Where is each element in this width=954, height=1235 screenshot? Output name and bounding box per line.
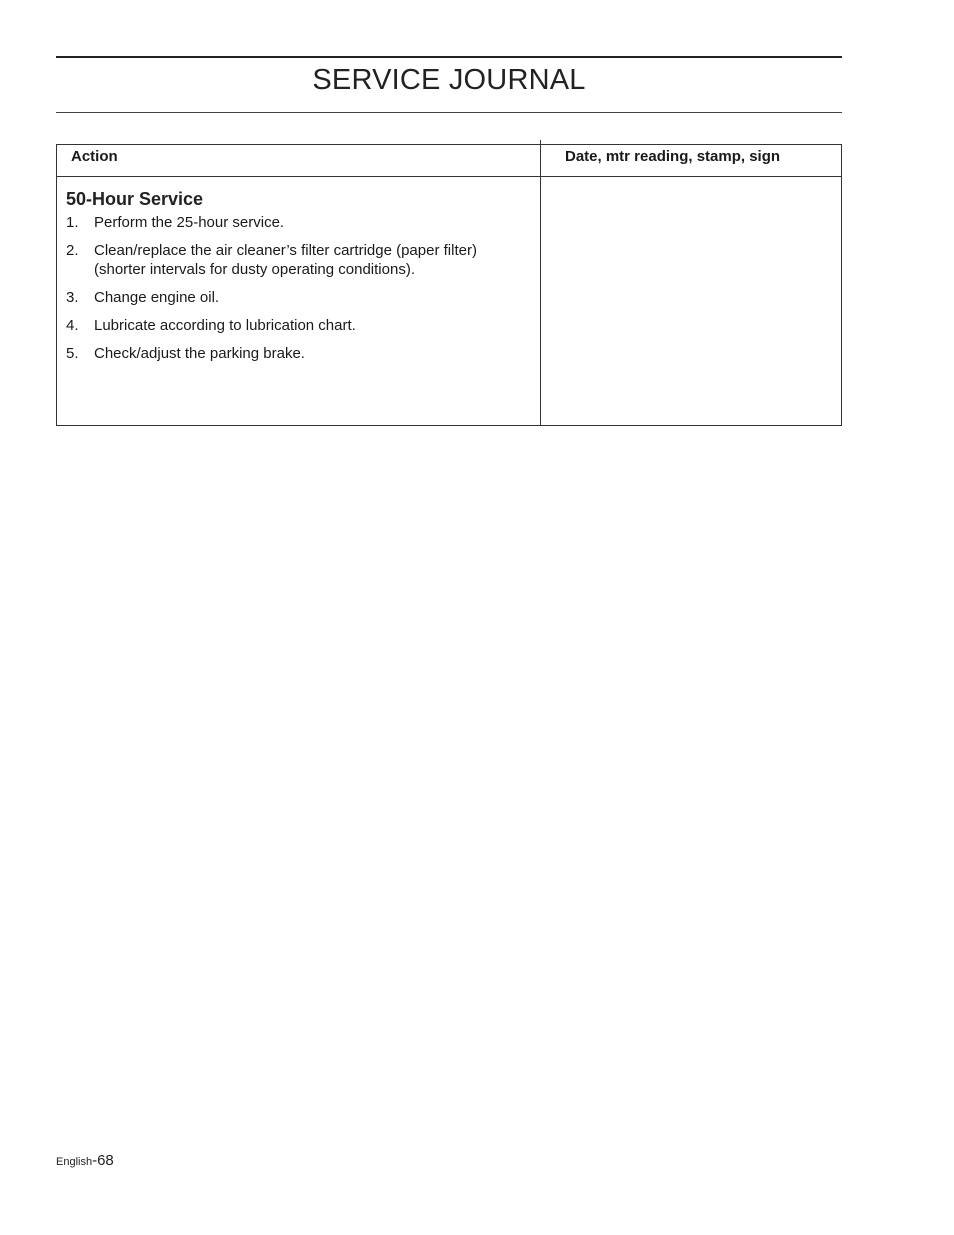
list-item bbox=[66, 316, 526, 335]
list-item bbox=[66, 213, 526, 232]
section-heading: 50-Hour Service bbox=[66, 189, 204, 209]
task-list bbox=[66, 213, 526, 372]
list-item bbox=[66, 241, 526, 279]
service-journal-table bbox=[56, 144, 842, 426]
list-item-text: Change engine oil. bbox=[94, 289, 220, 306]
title-top-rule bbox=[56, 56, 842, 58]
date-column-header: Date, mtr reading, stamp, sign bbox=[565, 148, 781, 165]
page-title: SERVICE JOURNAL bbox=[312, 64, 586, 96]
footer-language: English bbox=[56, 1156, 93, 1168]
list-item-text: Lubricate according to lubrication chart. bbox=[94, 317, 356, 334]
list-item bbox=[66, 344, 526, 363]
title-bottom-rule bbox=[56, 112, 842, 113]
list-item bbox=[66, 288, 526, 307]
list-item-number: 4. bbox=[66, 317, 79, 334]
list-item-text: Check/adjust the parking brake. bbox=[94, 345, 305, 362]
list-item-number: 1. bbox=[66, 214, 79, 231]
table-header-row bbox=[57, 145, 841, 177]
list-item-text: Perform the 25-hour service. bbox=[94, 214, 285, 231]
list-item-number: 3. bbox=[66, 289, 79, 306]
action-column-header: Action bbox=[71, 148, 118, 165]
list-item-number: 5. bbox=[66, 345, 79, 362]
column-divider bbox=[540, 145, 541, 425]
list-item-text: Clean/replace the air cleaner’s filter cartridge (paper filter) (shorter intervals for dusty operating conditions). bbox=[94, 242, 477, 278]
page-footer bbox=[56, 1152, 114, 1169]
footer-page-number: -68 bbox=[92, 1152, 114, 1169]
list-item-number: 2. bbox=[66, 242, 79, 259]
